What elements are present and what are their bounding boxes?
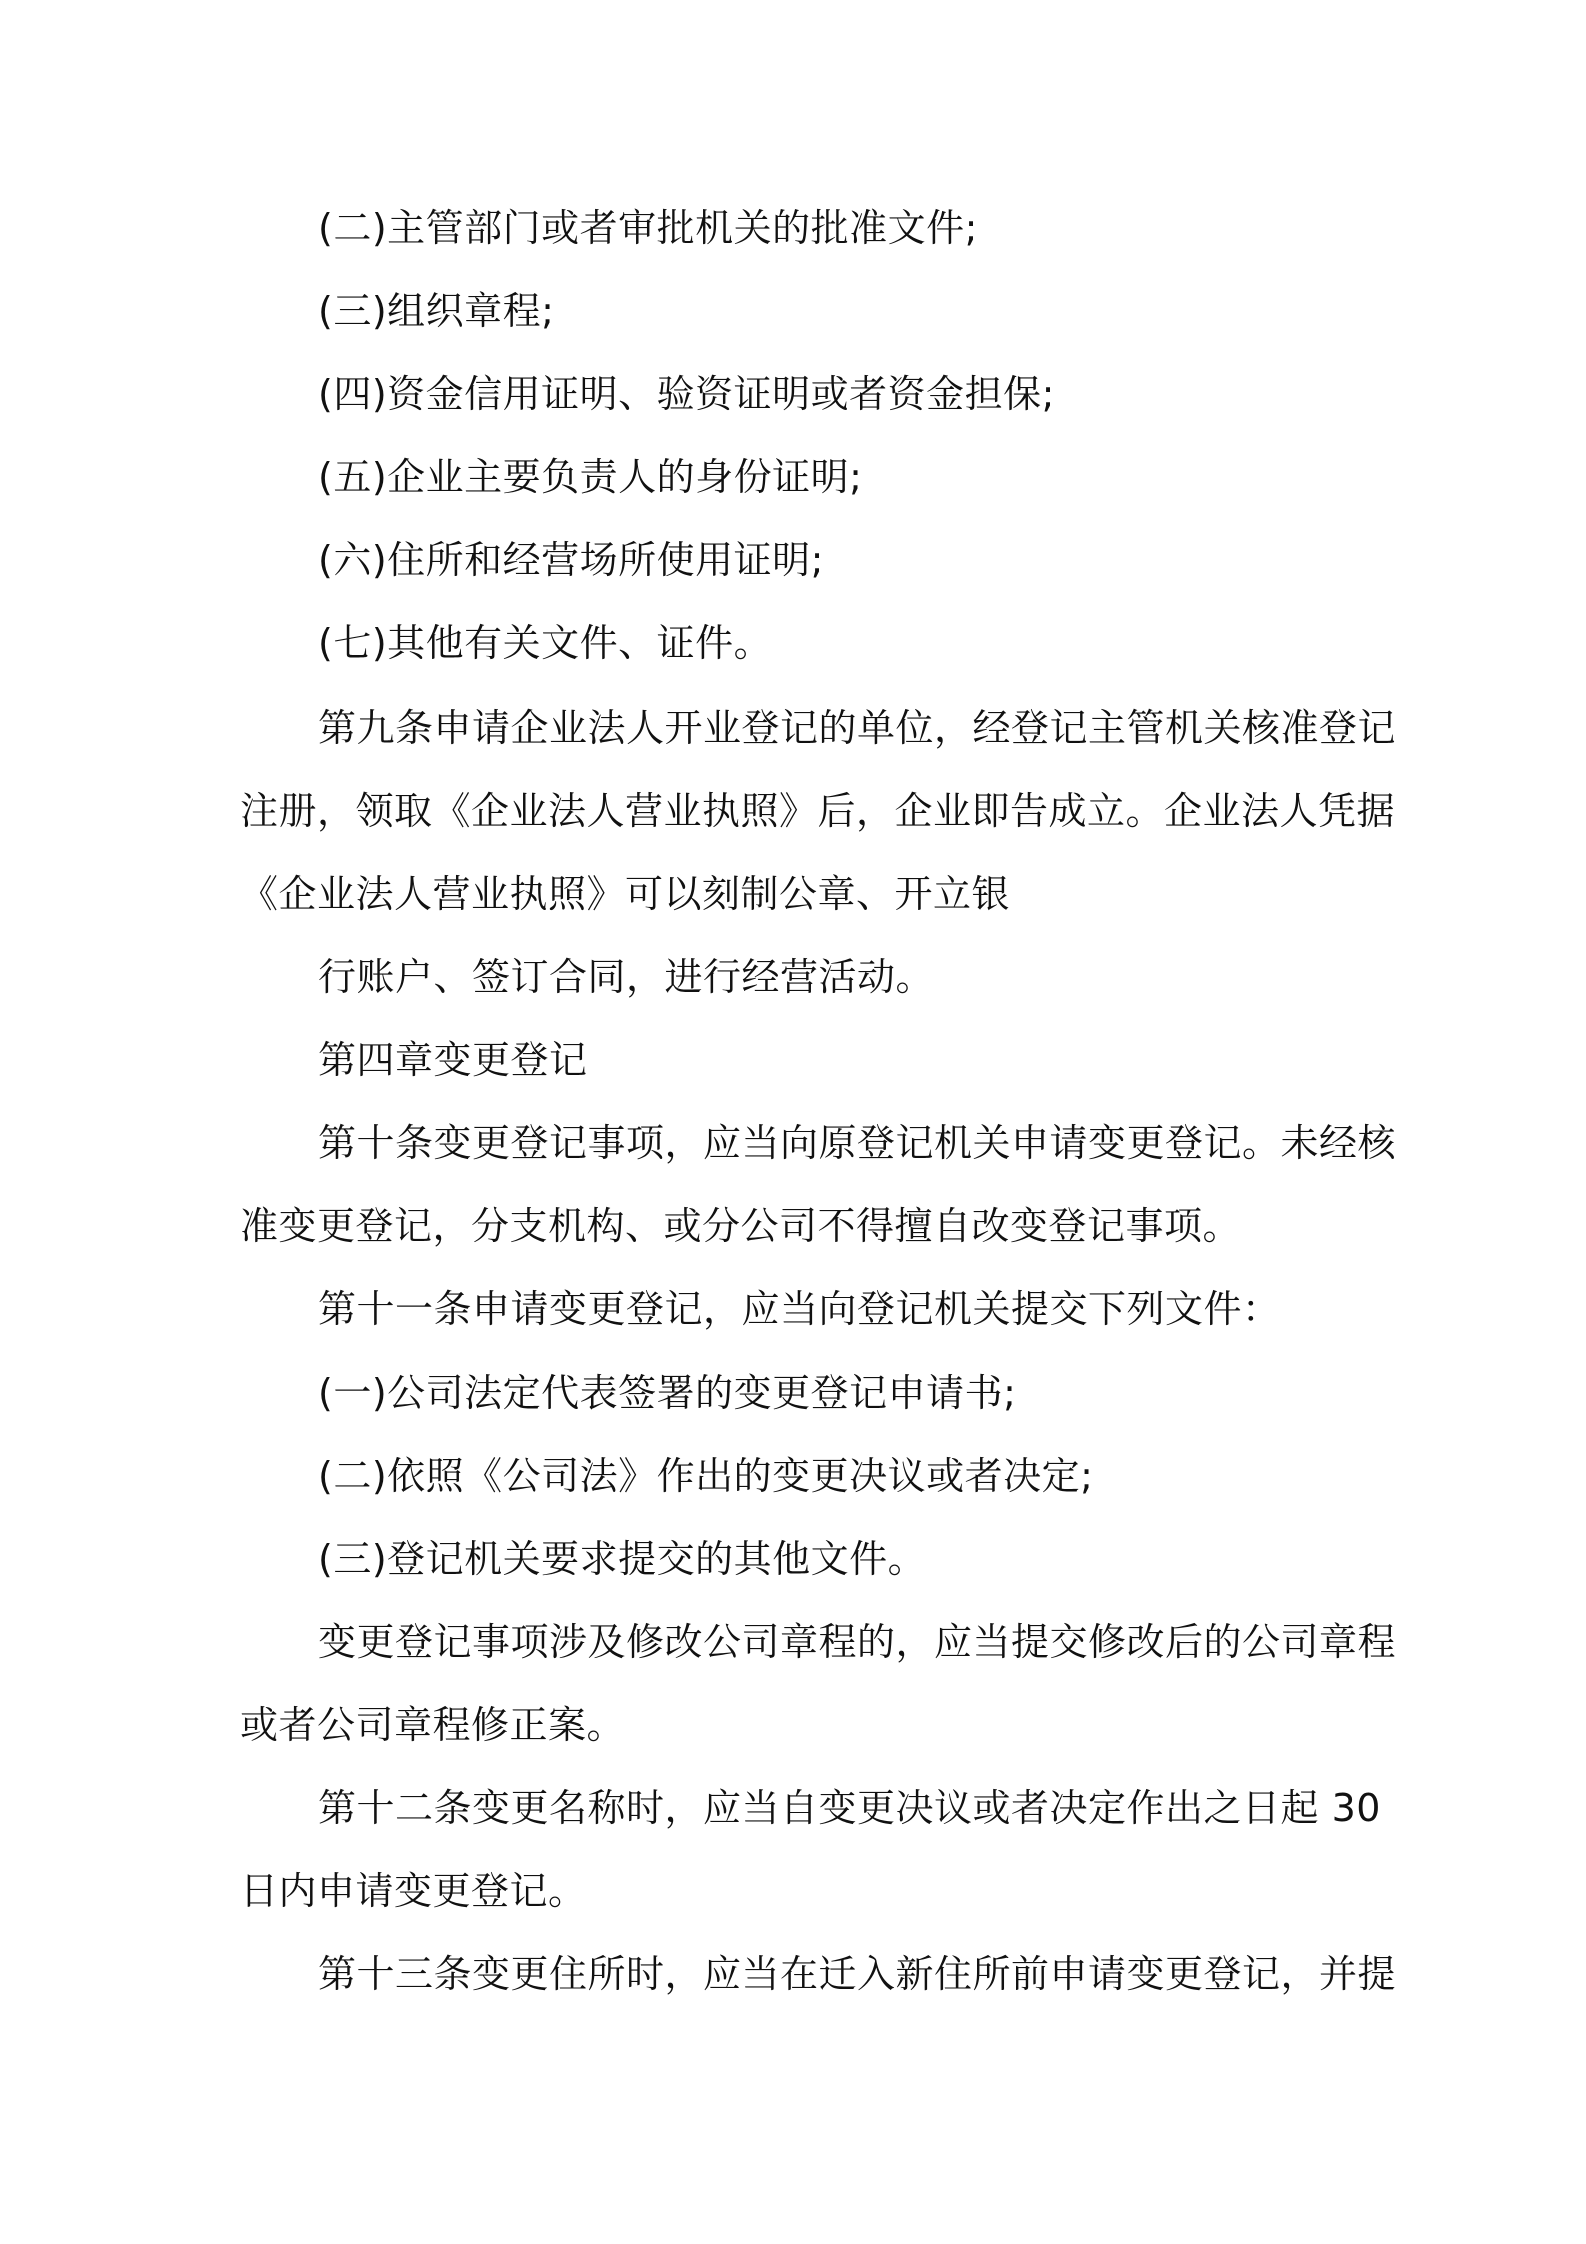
article-12-line-2: 日内申请变更登记。	[240, 1869, 587, 1913]
list-item-3: (三)组织章程;	[318, 289, 555, 333]
article-11-item-2: (二)依照《公司法》作出的变更决议或者决定;	[318, 1454, 1094, 1498]
article-10-line-1: 第十条变更登记事项，应当向原登记机关申请变更登记。未经核	[318, 1121, 1397, 1165]
list-item-7: (七)其他有关文件、证件。	[318, 621, 773, 665]
list-item-2: (二)主管部门或者审批机关的批准文件;	[318, 206, 978, 250]
article-11-line-1: 第十一条申请变更登记，应当向登记机关提交下列文件：	[318, 1287, 1281, 1331]
articles-note-line-1: 变更登记事项涉及修改公司章程的，应当提交修改后的公司章程	[318, 1620, 1397, 1664]
article-9-line-4: 行账户、签订合同，进行经营活动。	[318, 955, 935, 999]
article-10-line-2: 准变更登记，分支机构、或分公司不得擅自改变登记事项。	[240, 1204, 1242, 1248]
article-11-item-3: (三)登记机关要求提交的其他文件。	[318, 1537, 927, 1581]
list-item-6: (六)住所和经营场所使用证明;	[318, 538, 824, 582]
articles-note-line-2: 或者公司章程修正案。	[240, 1703, 626, 1747]
article-9-line-1: 第九条申请企业法人开业登记的单位，经登记主管机关核准登记	[318, 706, 1397, 750]
article-12-line-1: 第十二条变更名称时，应当自变更决议或者决定作出之日起 30	[318, 1786, 1381, 1830]
list-item-5: (五)企业主要负责人的身份证明;	[318, 455, 863, 499]
article-11-item-1: (一)公司法定代表签署的变更登记申请书;	[318, 1371, 1017, 1415]
list-item-4: (四)资金信用证明、验资证明或者资金担保;	[318, 372, 1055, 416]
article-9-line-2: 注册，领取《企业法人营业执照》后，企业即告成立。企业法人凭据	[240, 789, 1396, 833]
article-9-line-3: 《企业法人营业执照》可以刻制公章、开立银	[240, 872, 1011, 916]
chapter-heading: 第四章变更登记	[318, 1038, 588, 1082]
article-13-line-1: 第十三条变更住所时，应当在迁入新住所前申请变更登记，并提	[318, 1952, 1397, 1996]
